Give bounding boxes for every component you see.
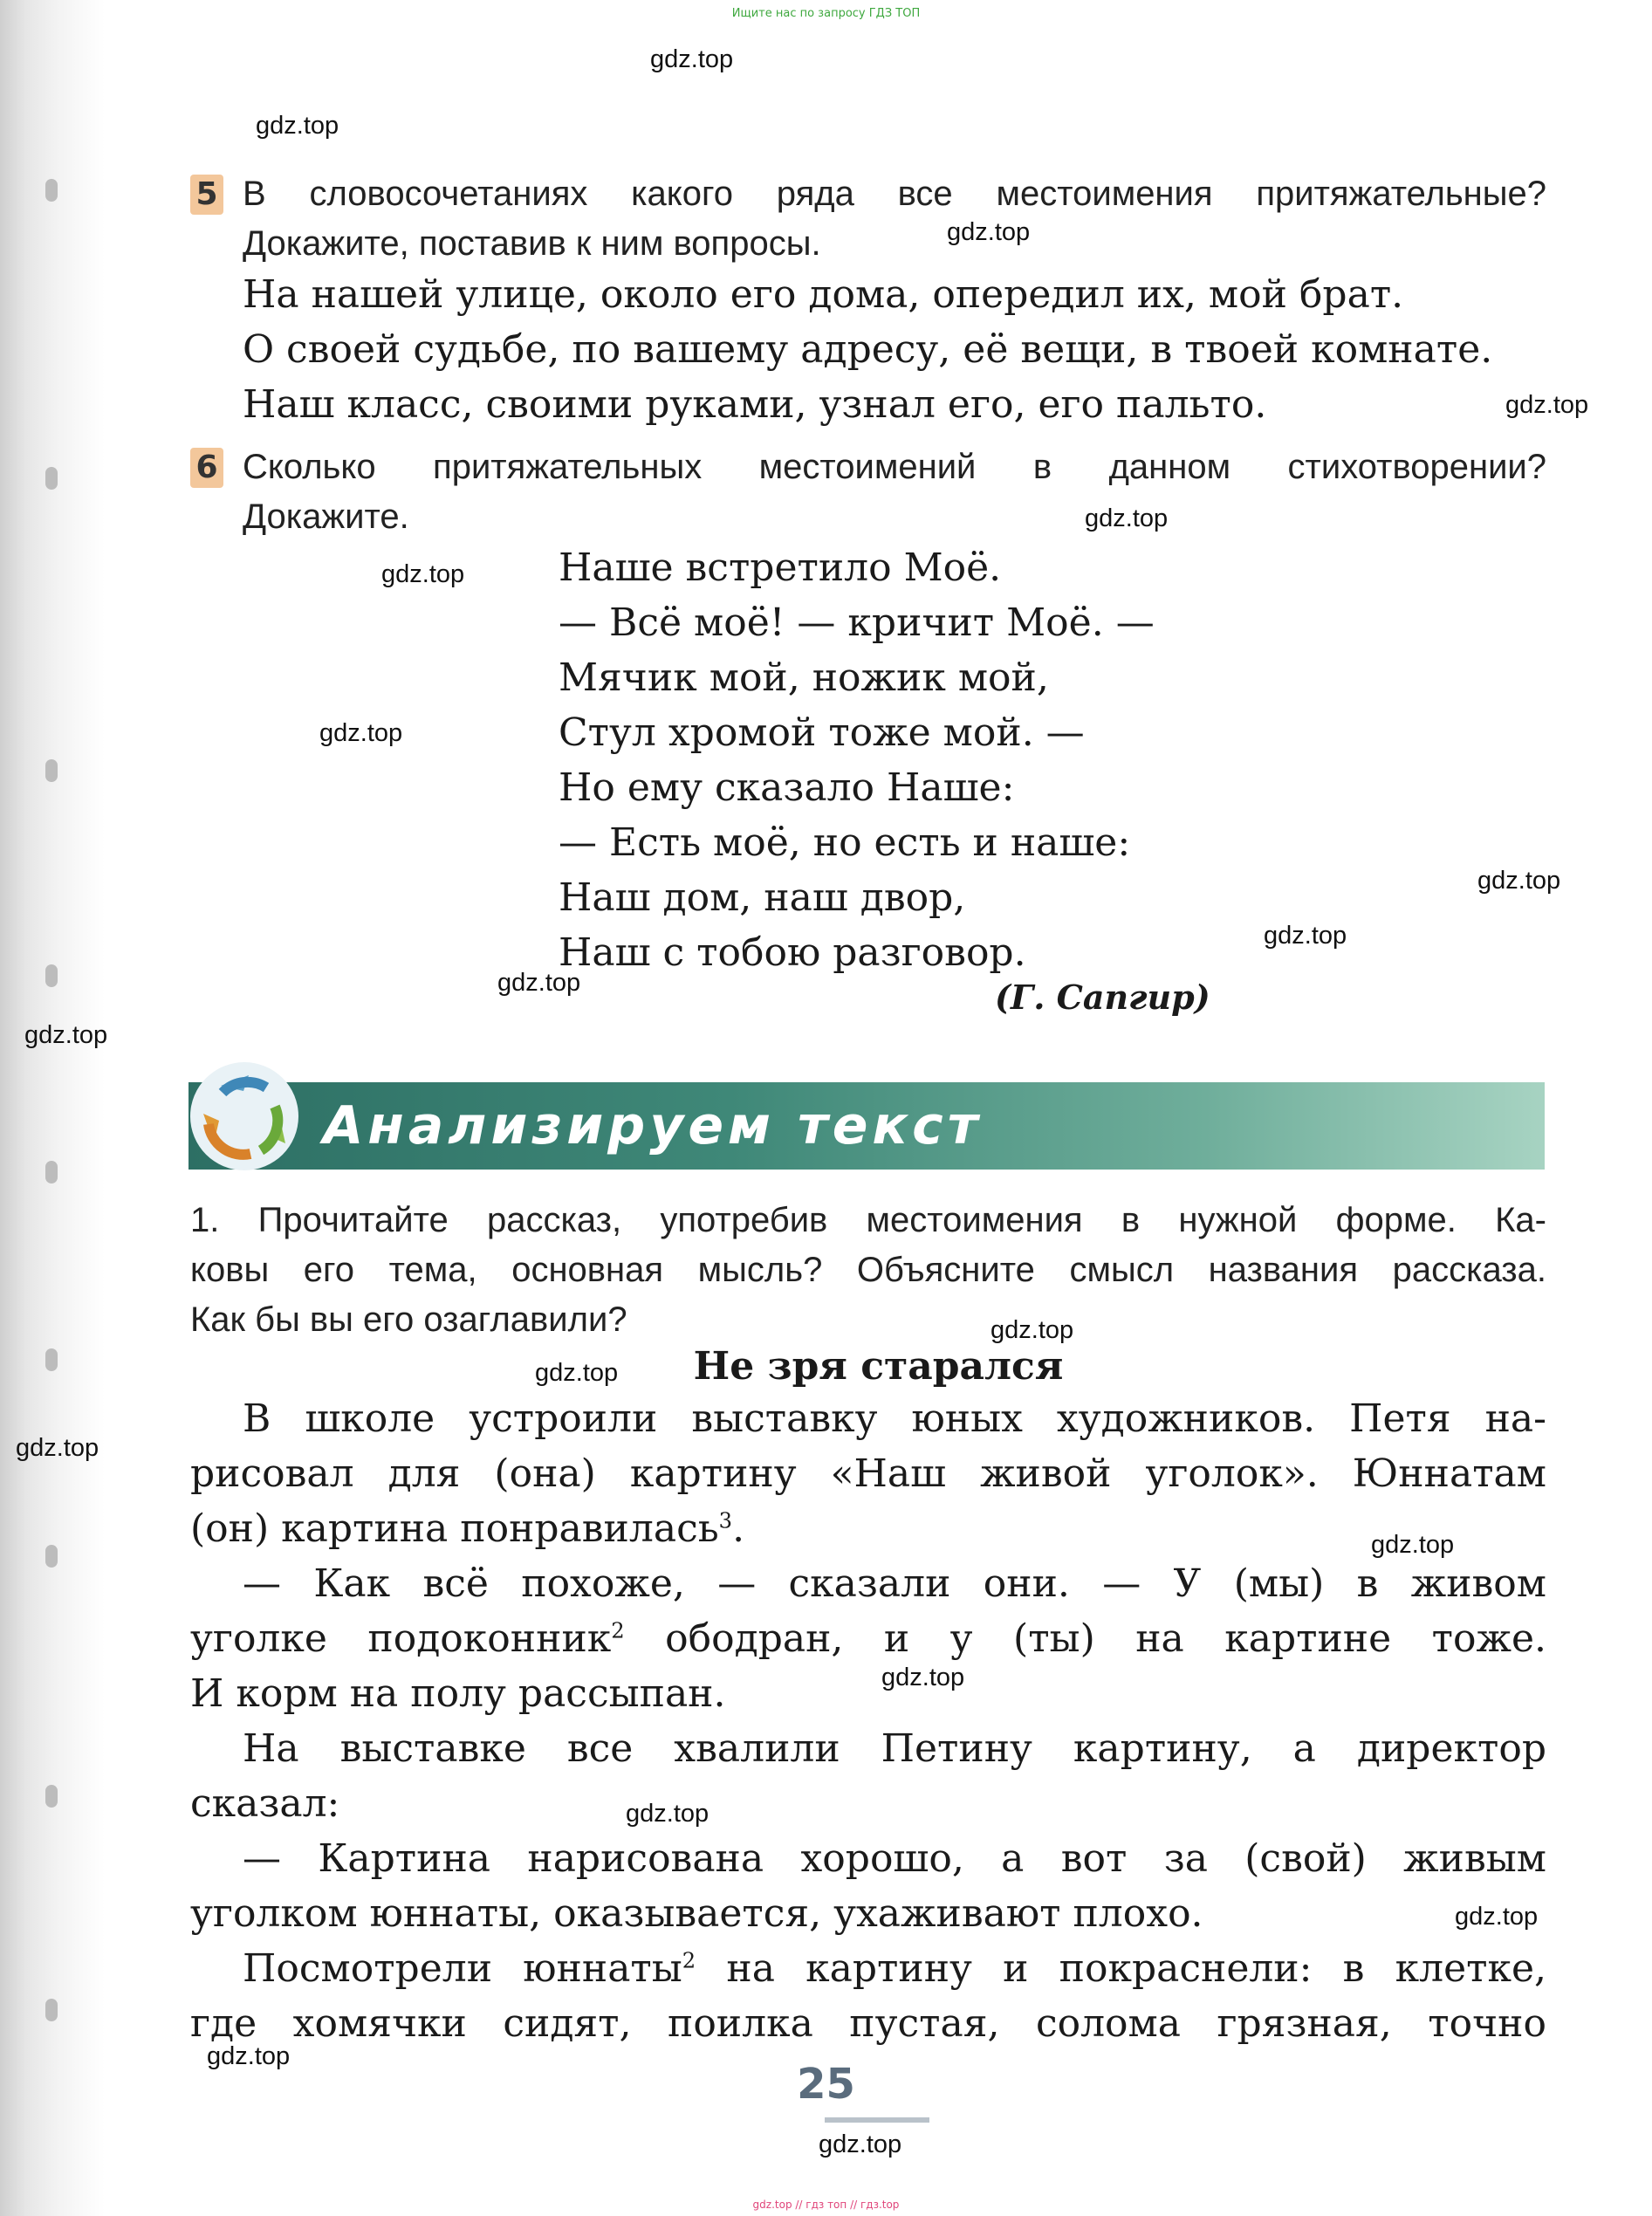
story-line [190,1506,744,1551]
watermark: gdz.top [881,1664,965,1691]
story-text: уголке подоконник [190,1616,612,1661]
watermark: gdz.top [16,1434,99,1462]
poem-line: — Всё моё! — кричит Моё. — [559,600,1155,645]
story-line [243,1946,1546,1991]
watermark: gdz.top [207,2042,291,2070]
story-line: сказал: [190,1781,340,1826]
spine-mark [45,1545,58,1568]
poem-line: Но ему сказало Наше: [559,765,1015,810]
poem-line: Наше встретило Моё. [559,545,1002,590]
watermark: gdz.top [1371,1531,1455,1559]
task-5-row: На нашей улице, около его дома, опередил их, мой брат. [243,272,1404,317]
watermark: gdz.top [24,1021,108,1049]
watermark: gdz.top [650,45,734,73]
story-line: И корм на полу рассыпан. [190,1671,726,1716]
watermark: gdz.top [1455,1903,1539,1931]
task-5-badge: 5 [190,175,223,215]
story-text: ободран, и у (ты) на картине тоже. [624,1616,1546,1661]
watermark: gdz.top [1085,504,1169,532]
story-line: где хомячки сидят, поилка пустая, солома грязная, точно [190,2001,1546,2046]
task-1-text: ковы его тема, основная мысль? Объясните смысл названия рассказа. [190,1251,1546,1289]
top-banner: Ищите нас по запросу ГДЗ ТОП [731,7,921,20]
story-title: Не зря старался [693,1344,1064,1389]
spine-mark [45,1785,58,1808]
story-text: (он) картина понравилась [190,1506,719,1551]
story-text: . [732,1506,745,1551]
footnote-mark: 2 [682,1948,696,1973]
task-6-badge: 6 [190,448,223,488]
story-line: На выставке все хвалили Петину картину, а директор [243,1726,1546,1771]
watermark: gdz.top [381,560,465,588]
watermark: gdz.top [319,719,403,747]
page-number-rule [825,2117,929,2123]
watermark: gdz.top [1264,922,1347,950]
poem-line: Наш дом, наш двор, [559,875,966,920]
task-5-question: В словосочетаниях какого ряда все местоимения притяжательные? [243,175,1546,213]
task-5-row: Наш класс, своими руками, узнал его, его пальто. [243,382,1267,427]
story-line: уголком юннаты, оказывается, ухаживают плохо. [190,1891,1203,1936]
poem-line: — Есть моё, но есть и наше: [559,820,1131,865]
task-6-question: Сколько притяжательных местоимений в данном стихотворении? [243,448,1546,486]
task-5-row: О своей судьбе, по вашему адресу, её вещи, в твоей комнате. [243,327,1493,372]
footnote-mark: 2 [611,1618,625,1643]
recycle-arrows-icon [188,1060,301,1173]
story-text: Посмотрели юннаты [243,1946,682,1991]
watermark: gdz.top [256,112,339,140]
watermark: gdz.top [1477,867,1561,895]
story-line [190,1616,1546,1661]
watermark: gdz.top [947,218,1031,246]
story-line: — Как всё похоже, — сказали они. — У (мы) в живом [243,1561,1546,1606]
spine-mark [45,1999,58,2021]
story-line: — Картина нарисована хорошо, а вот за (свой) живым [243,1836,1546,1881]
poem-author: (Г. Сапгир) [995,978,1210,1017]
watermark: gdz.top [819,2130,902,2158]
page-number: 25 [797,2060,855,2109]
story-line: В школе устроили выставку юных художников. Петя на- [243,1396,1546,1441]
story-line: рисовал для (она) картину «Наш живой уголок». Юннатам [190,1451,1546,1496]
task-1-text: Как бы вы его озаглавили? [190,1300,627,1339]
task-5-question: Докажите, поставив к ним вопросы. [243,224,821,263]
poem-line: Наш с тобою разговор. [559,930,1026,975]
watermark: gdz.top [497,969,581,997]
bottom-banner: gdz.top // гдз топ // гдз.top [752,2199,900,2211]
section-title: Анализируем текст [323,1095,983,1156]
watermark: gdz.top [991,1316,1074,1344]
watermark: gdz.top [1505,391,1589,419]
watermark: gdz.top [535,1359,619,1387]
binding-shadow [0,0,108,2216]
story-text: на картину и покраснели: в клетке, [696,1946,1546,1991]
spine-mark [45,1161,58,1183]
poem-line: Мячик мой, ножик мой, [559,655,1049,700]
spine-mark [45,964,58,987]
spine-mark [45,179,58,202]
task-1-text: 1. Прочитайте рассказ, употребив местоимения в нужной форме. Ка- [190,1201,1546,1239]
spine-mark [45,467,58,490]
poem-line: Стул хромой тоже мой. — [559,710,1085,755]
footnote-mark: 3 [718,1508,733,1533]
spine-mark [45,759,58,782]
watermark: gdz.top [626,1800,709,1828]
task-6-question: Докажите. [243,497,409,536]
